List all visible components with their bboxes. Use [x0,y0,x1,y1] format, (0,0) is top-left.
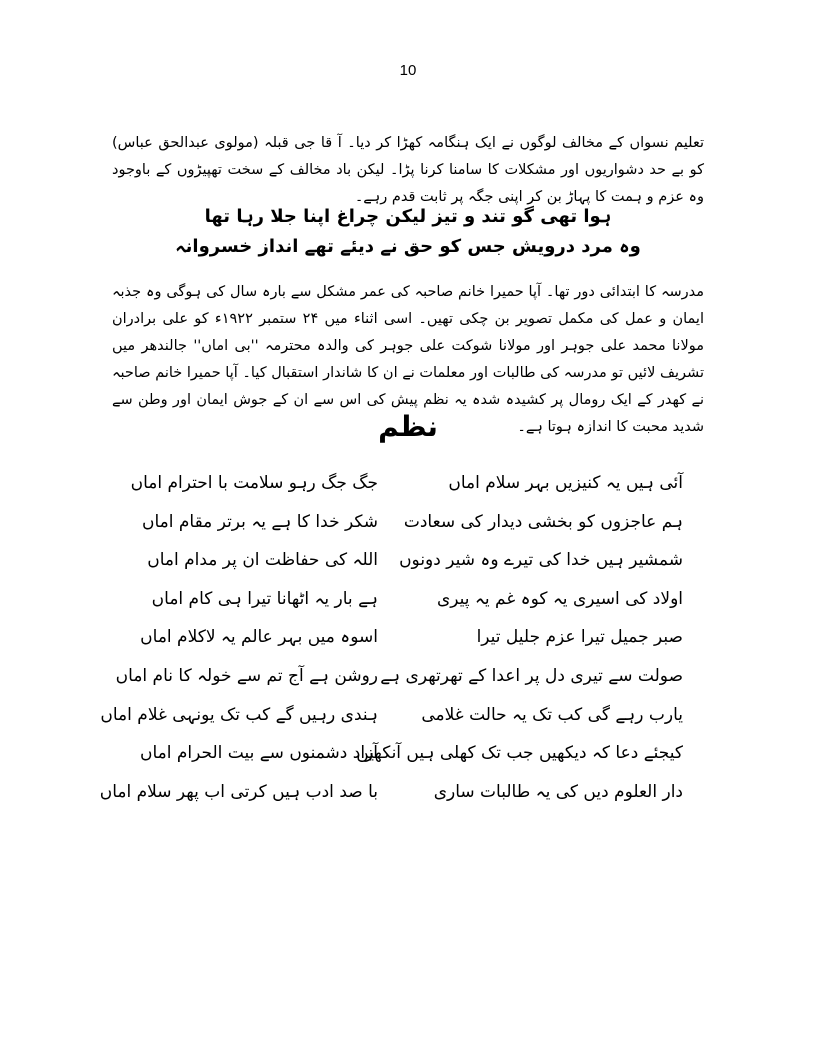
verse-second-hemistich: با صد ادب ہیں کرتی اب پھر سلام اماں [99,781,378,802]
verse-second-hemistich: ہندی رہیں گے کب تک یونہی غلام اماں [100,704,378,725]
verse-first-hemistich: صولت سے تیری دل پر اعدا کے تھرتھری ہے [380,665,683,686]
poem-verse [135,509,683,548]
poem-verse [99,779,683,818]
verse-first-hemistich: شمشیر ہیں خدا کی تیرے وہ شیر دونوں [399,550,683,571]
verse-second-hemistich: اسوہ میں بہر عالم یہ لاکلام اماں [140,627,378,648]
verse-first-hemistich: اولاد کی اسیری یہ کوہ غم یہ پیری [436,588,683,609]
verse-second-hemistich: اللہ کی حفاظت ان پر مدام اماں [147,550,378,571]
verse-second-hemistich: روشن ہے آج تم سے خولہ کا نام اماں [115,665,378,686]
verse-first-hemistich: دار العلوم دیں کی یہ طالبات ساری [433,781,683,802]
poem-verse [135,624,683,663]
poem-verse [100,702,683,741]
verse-first-hemistich: ہم عاجزوں کو بخشی دیدار کی سعادت [403,511,683,532]
verse-second-hemistich: ہے بار یہ اٹھانا تیرا ہی کام اماں [151,588,378,609]
verse-second-hemistich: شکر خدا کا ہے یہ برتر مقام اماں [141,511,378,532]
verse-second-hemistich: آزاد دشمنوں سے بیت الحرام اماں [139,743,378,764]
verse-first-hemistich: یارب رہے گی کب تک یہ حالت غلامی [421,704,683,725]
couplet-line-2: وہ مرد درویش جس کو حق نے دیئے تھے انداز خسروانہ [175,236,641,257]
page-number: 10 [399,62,417,79]
verse-second-hemistich: جگ جگ رہو سلامت با احترام اماں [130,473,378,493]
intro-paragraph: تعلیم نسواں کے مخالف لوگوں نے ایک ہنگامہ کھڑا کر دیا۔ آ قا جی قبلہ (مولوی عبدالحق عباس) کو بے حد دشواریوں اور مشکلات کا سامنا کرنا پڑا۔ لیکن باد مخالف کے سخت تھپیڑوں کے باوجود وہ عزم و ہمت کا پہاڑ بن کر اپنی جگہ پر ثابت قدم رہے۔ [112,134,704,205]
couplet-line-1: ہوا تھی گو تند و تیز لیکن چراغ اپنا جلا رہا تھا [204,206,612,227]
poem [99,470,683,817]
poem-verse [115,663,683,702]
history-paragraph: مدرسہ کا ابتدائی دور تھا۔ آپا حمیرا خانم صاحبہ کی عمر مشکل سے بارہ سال کی ہوگی وہ جذبہ ایمان و عمل کی مکمل تصویر بن چکی تھیں۔ اسی اثناء میں ۲۴ ستمبر ۱۹۲۲ء کو علی برادران مولانا محمد علی جوہر اور مولانا شوکت علی جوہر کی والدہ محترمہ ''بی اماں'' جالندھر میں تشریف لائیں تو مدرسہ کی طالبات اور معلمات نے ان کا شاندار استقبال کیا۔ آپا حمیرا خانم صاحبہ نے کھدر کے ایک رومال پر کشیدہ شدہ یہ نظم پیش کی اس سے ان کے جوش ایمان اور وطن سے شدید محبت کا اندازہ ہوتا ہے۔ [112,283,704,435]
verse-first-hemistich: آئی ہیں یہ کنیزیں بہر سلام اماں [448,473,683,493]
poem-heading: نظم [378,410,438,443]
verse-first-hemistich: صبر جمیل تیرا عزم جلیل تیرا [476,627,683,648]
poem-verse [135,547,683,586]
poem-verse [135,740,683,779]
poem-verse [130,470,683,509]
verse-first-hemistich: کیجئے دعا کہ دیکھیں جب تک کھلی ہیں آنکھیں [356,743,683,764]
poem-verse [135,586,683,625]
